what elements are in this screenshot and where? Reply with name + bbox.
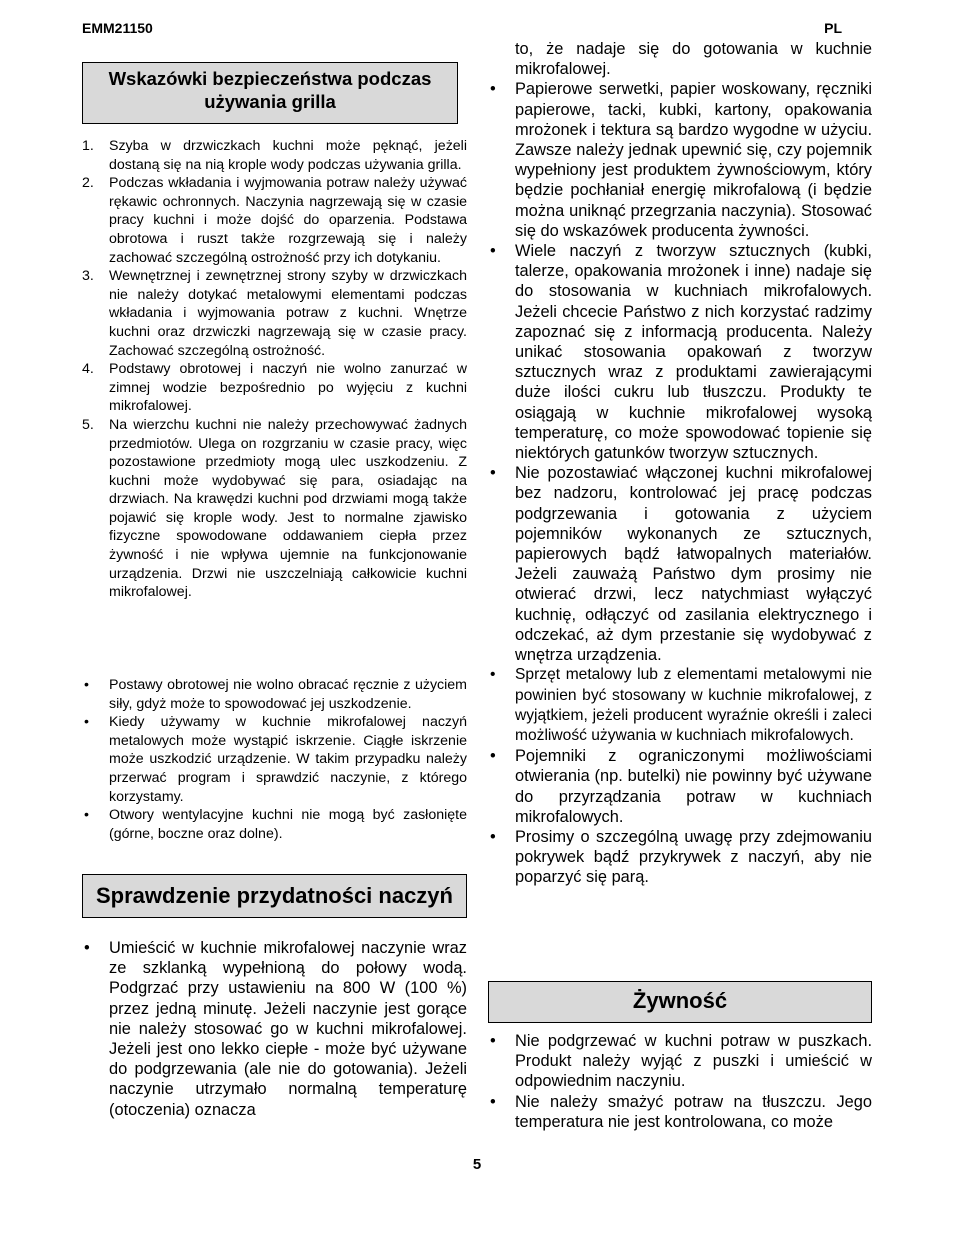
list-item-text: Otwory wentylacyjne kuchni nie mogą być zasłonięte (górne, boczne oraz dolne).	[109, 807, 467, 842]
list-number: 2.	[82, 175, 94, 192]
list-item	[488, 1031, 872, 1092]
list-number: 5.	[82, 416, 94, 433]
list-item-text: Prosimy o szczególną uwagę przy zdejmowaniu pokrywek bądź przykrywek z naczyń, aby nie poparzyć się parą.	[515, 827, 872, 887]
bullet-icon: •	[490, 827, 496, 846]
list-item-text: Pojemniki z ograniczonymi możliwościami otwierania (np. butelki) nie powinny być używane do przyrządzania potraw w kuchniach mikrofalowych.	[515, 747, 872, 826]
list-item	[82, 174, 467, 267]
grill-heading-line1: Wskazówki bezpieczeństwa podczas	[108, 68, 432, 89]
list-item	[82, 137, 467, 174]
list-item-text: Nie należy smażyć potraw na tłuszczu. Jego temperatura nie jest kontrolowana, co może	[515, 1092, 872, 1131]
vessels-bullet-list	[82, 938, 467, 1120]
list-item-text: Papierowe serwetki, papier woskowany, ręczniki papierowe, tacki, kubki, kartony, opakowania mrożonek i tektura są bardzo wygodne w użyciu. Zawsze należy jednak upewnić się, czy pojemnik wypełniony jest produktem żywnościowym, który będzie pochłaniał energię mikrofalową (i będzie można uniknąć przegrzania naczynia). Stosować się do wskazówek producenta żywności.	[515, 80, 872, 240]
list-item	[488, 665, 872, 746]
list-number: 1.	[82, 138, 94, 154]
model-number: EMM21150	[82, 20, 153, 36]
food-bullet-list	[488, 1031, 872, 1132]
list-item-text: Postawy obrotowej nie wolno obracać ręcznie z użyciem siły, gdyż może to spowodować jej uszkodzenie.	[109, 677, 467, 712]
list-item-text: Nie podgrzewać w kuchni potraw w puszkach. Produkt należy wyjąć z puszki i umieścić w odpowiednim naczyniu.	[515, 1032, 872, 1091]
list-item-text: Nie pozostawiać włączonej kuchni mikrofalowej bez nadzoru, kontrolować jej pracę podczas podgrzewania i gotowania z użyciem pojemników wykonanych ze sztucznych, papierowych bądź łatwopalnych materiałów. Jeżeli zauważą Państwo dym prosimy nie otwierać drzwi, lecz natychmiast wyłączyć kuchnię, odłączyć od zasilania elektrycznego i odczekać, aż dym przestanie się wydobywać z wnętrza urządzenia.	[515, 464, 872, 665]
grill-bullet-list	[82, 676, 467, 843]
list-item-text: Podstawy obrotowej i naczyń nie wolno zanurzać w zimnej wodzie bezpośrednio po wyjęciu z kuchni mikrofalowej.	[109, 361, 467, 415]
bullet-icon: •	[490, 1092, 496, 1111]
list-item	[82, 713, 467, 806]
language-code: PL	[824, 20, 842, 36]
list-item	[488, 39, 872, 79]
bullet-icon: •	[490, 747, 496, 766]
vessels-heading: Sprawdzenie przydatności naczyń	[82, 874, 467, 918]
list-item	[82, 806, 467, 843]
list-item-text: Umieścić w kuchnie mikrofalowej naczynie wraz ze szklanką wypełnioną do połowy wodą. Podgrzać przy ustawieniu na 800 W (100 %) przez jedną minutę. Jeżeli naczynie jest gorące nie należy stosować go w kuchni mikrofalowej. Jeżeli jest ono lekko ciepłe - może być używane do podgrzewania (ale nie do gotowania). Jeżeli naczynie utrzymało normalną temperaturę (otoczenia) oznacza	[109, 939, 467, 1119]
bullet-icon: •	[490, 1032, 496, 1050]
list-item	[488, 241, 872, 463]
list-item	[82, 416, 467, 602]
food-heading: Żywność	[488, 981, 872, 1023]
list-item	[82, 938, 467, 1120]
list-number: 4.	[82, 361, 94, 378]
list-item-text: Wiele naczyń z tworzyw sztucznych (kubki, talerze, opakowania mrożonek i inne) nadaje się do stosowania w kuchniach mikrofalowych. Jeżeli chcecie Państwo z nich korzystać radzimy zapoznać się z informacją producenta. Należy unikać stosowania opakowań z tworzyw sztucznych wraz z produktami zawierającymi duże ilości cukru lub tłuszczu. Produkty te osiągają w kuchnie mikrofalowej wysoką temperaturę, co może spowodować topienie się niektórych gatunków tworzyw sztucznych.	[515, 242, 872, 463]
vessels-continued-list	[488, 39, 872, 888]
bullet-icon: •	[84, 807, 89, 824]
continuation-text: to, że nadaje się do gotowania w kuchnie mikrofalowej.	[515, 40, 872, 79]
bullet-icon: •	[84, 939, 90, 957]
list-item	[82, 267, 467, 360]
bullet-icon: •	[84, 714, 89, 731]
bullet-icon: •	[490, 464, 496, 483]
grill-safety-heading	[82, 62, 458, 124]
page-number: 5	[472, 1156, 482, 1173]
list-item	[82, 676, 467, 713]
list-item-text: Sprzęt metalowy lub z elementami metalowymi nie powinien być stosowany w kuchnie mikrofalowej, z wyjątkiem, jeżeli producent wyraźnie określi i zaleci możliwość używania w kuchniach mikrofalowych.	[515, 666, 872, 744]
bullet-icon: •	[490, 242, 496, 261]
grill-numbered-list	[82, 137, 467, 602]
list-item	[488, 1092, 872, 1132]
list-item-text: Kiedy używamy w kuchnie mikrofalowej naczyń metalowych może wystąpić iskrzenie. Ciągłe iskrzenie może uszkodzić urządzenie. W takim przypadku należy przerwać program i sprawdzić naczynie, z którego korzystamy.	[109, 714, 467, 805]
list-number: 3.	[82, 268, 94, 285]
list-item-text: Na wierzchu kuchni nie należy przechowywać żadnych przedmiotów. Ulega on rozgrzaniu w czasie pracy, więc pozostawione przedmioty mogą ulec uszkodzeniu. Z kuchni może wydobywać się para, osiadając na drzwiach. Na krawędzi kuchni pod drzwiami mogą także pojawić się krople wody. Jest to normalne zjawisko fizyczne spowodowane oddawaniem ciepła przez żywność i nie wpływa ujemnie na funkcjonowanie urządzenia. Drzwi nie uszczelniają całkowicie kuchni mikrofalowej.	[109, 416, 467, 601]
list-item	[488, 746, 872, 827]
list-item-text: Podczas wkładania i wyjmowania potraw należy używać rękawic ochronnych. Naczynia nagrzewają się w czasie pracy kuchni i może dojść do oparzenia. Podstawa obrotowa i ruszt także rozgrzewają się i należy zachować szczególną ostrożność przy ich dotykaniu.	[109, 175, 467, 266]
list-item	[488, 463, 872, 665]
list-item	[488, 827, 872, 888]
list-item	[82, 360, 467, 416]
bullet-icon: •	[84, 677, 89, 693]
list-item	[488, 79, 872, 241]
bullet-icon: •	[490, 80, 496, 99]
list-item-text: Wewnętrznej i zewnętrznej strony szyby w drzwiczkach nie należy dotykać metalowymi elementami podczas wkładania i wyjmowania potraw z kuchni. Wnętrze kuchni oraz drzwiczki nagrzewają się w czasie pracy. Zachować szczególną ostrożność.	[109, 268, 467, 359]
bullet-icon: •	[490, 666, 496, 684]
list-item-text: Szyba w drzwiczkach kuchni może pęknąć, jeżeli dostaną się na nią krople wody podczas używania grilla.	[109, 138, 467, 173]
grill-heading-line2: używania grilla	[204, 91, 336, 112]
